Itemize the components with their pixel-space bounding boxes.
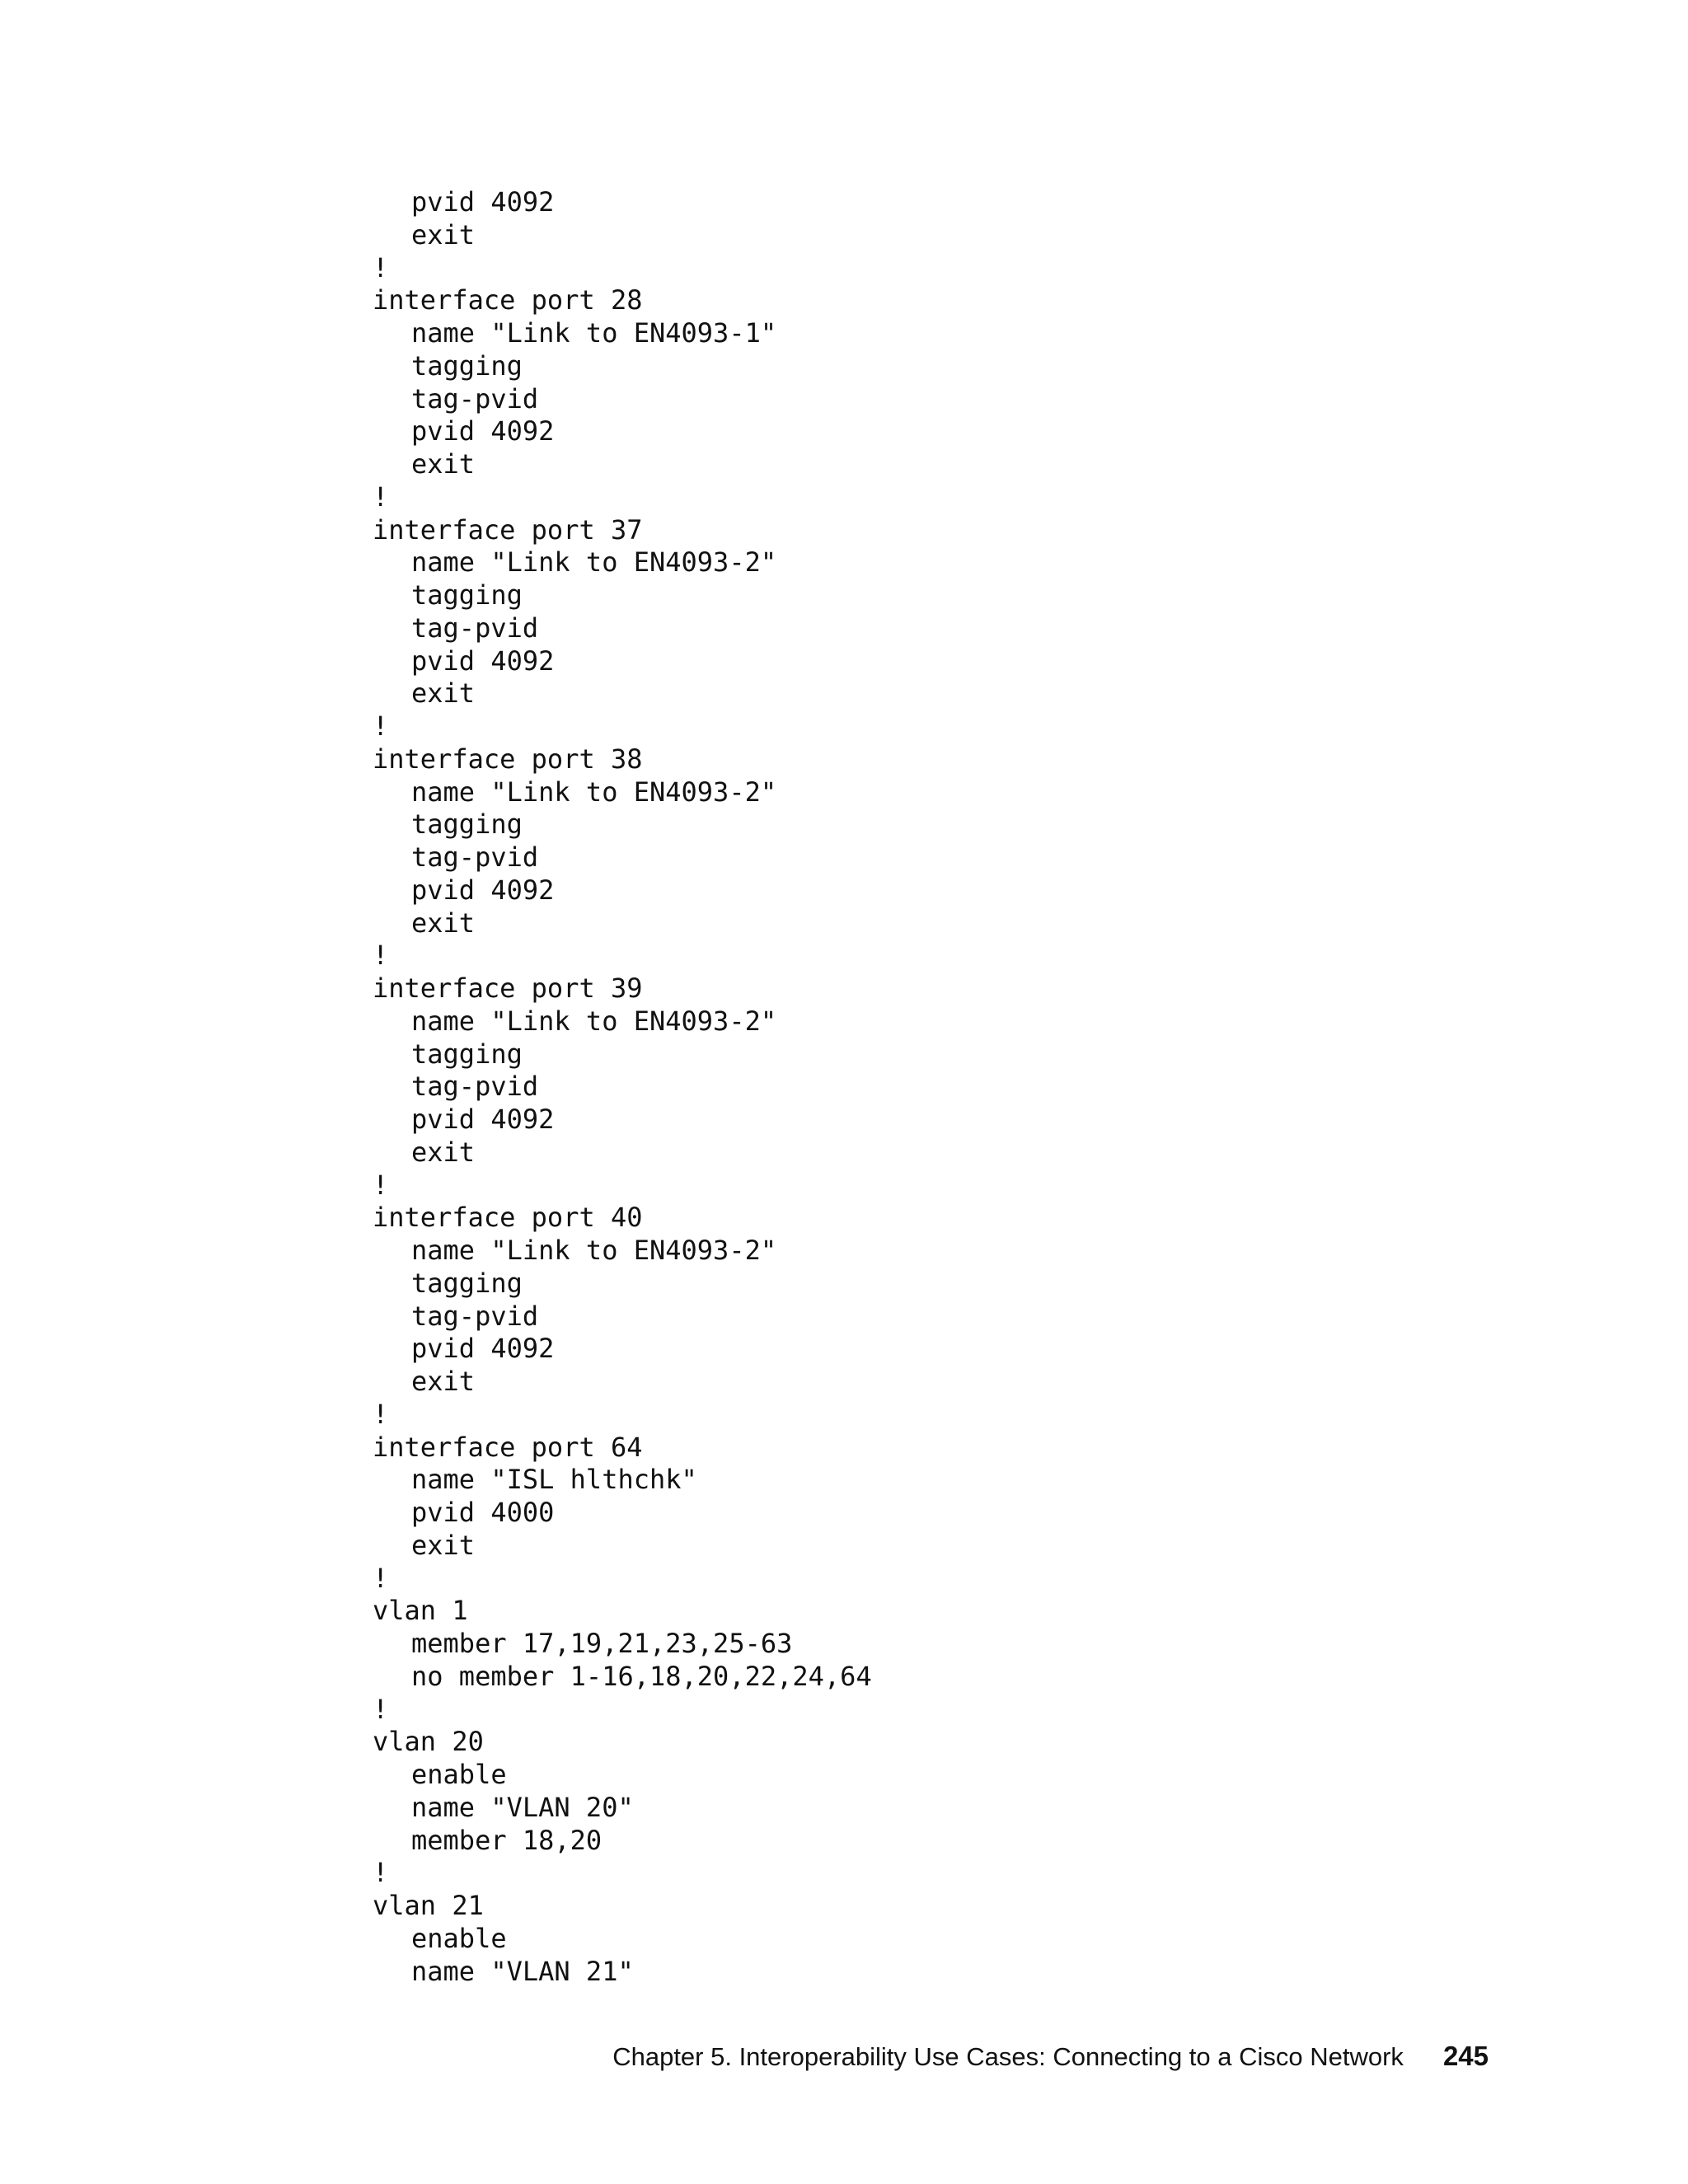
code-line: name "ISL hlthchk" xyxy=(411,1464,697,1496)
code-line: ! xyxy=(373,1398,389,1430)
code-line: name "Link to EN4093-2" xyxy=(411,776,777,808)
config-code-block xyxy=(373,186,872,1988)
code-line: pvid 4092 xyxy=(411,1104,555,1135)
code-line: exit xyxy=(411,218,476,251)
code-line: interface port 37 xyxy=(373,513,643,546)
code-line: vlan 21 xyxy=(373,1890,484,1921)
code-line: name "Link to EN4093-2" xyxy=(411,1235,777,1266)
code-line: name "VLAN 21" xyxy=(411,1955,634,1987)
code-line: pvid 4092 xyxy=(411,874,555,906)
code-line: name "VLAN 20" xyxy=(411,1791,634,1823)
code-line: tag-pvid xyxy=(411,382,539,415)
code-line: tag-pvid xyxy=(411,612,539,644)
code-line: tag-pvid xyxy=(411,1300,539,1332)
code-line: pvid 4092 xyxy=(411,1333,555,1365)
code-line: ! xyxy=(373,1857,389,1889)
page-footer xyxy=(0,2041,1489,2082)
footer-page-number: 245 xyxy=(1442,2041,1489,2071)
code-line: ! xyxy=(373,1169,389,1201)
code-line: pvid 4092 xyxy=(411,186,555,218)
code-line: exit xyxy=(411,677,476,710)
code-line: exit xyxy=(411,1529,476,1561)
code-line: interface port 39 xyxy=(373,972,643,1004)
code-line: tagging xyxy=(411,808,523,841)
code-line: interface port 28 xyxy=(373,284,643,316)
code-line: ! xyxy=(373,940,389,972)
code-line: member 18,20 xyxy=(411,1824,603,1856)
code-line: member 17,19,21,23,25-63 xyxy=(411,1628,793,1659)
code-line: tag-pvid xyxy=(411,1071,539,1103)
code-line: ! xyxy=(373,251,389,284)
code-line: tagging xyxy=(411,349,523,382)
code-line: tagging xyxy=(411,1267,523,1299)
code-line: tag-pvid xyxy=(411,841,539,873)
code-line: pvid 4092 xyxy=(411,644,555,677)
code-line: exit xyxy=(411,907,476,939)
code-line: tagging xyxy=(411,579,523,611)
code-line: pvid 4092 xyxy=(411,415,555,448)
code-line: vlan 20 xyxy=(373,1726,484,1758)
code-line: interface port 64 xyxy=(373,1431,643,1463)
code-line: vlan 1 xyxy=(373,1595,468,1627)
code-line: enable xyxy=(411,1922,507,1954)
code-line: pvid 4000 xyxy=(411,1497,555,1528)
code-line: interface port 40 xyxy=(373,1202,643,1234)
code-line: ! xyxy=(373,710,389,742)
code-line: name "Link to EN4093-1" xyxy=(411,317,777,349)
code-line: ! xyxy=(373,1562,389,1594)
code-line: exit xyxy=(411,448,476,480)
code-line: exit xyxy=(411,1136,476,1168)
code-line: exit xyxy=(411,1366,476,1397)
code-line: tagging xyxy=(411,1038,523,1070)
code-line: no member 1-16,18,20,22,24,64 xyxy=(411,1660,872,1692)
code-line: name "Link to EN4093-2" xyxy=(411,546,777,579)
code-line: enable xyxy=(411,1759,507,1790)
code-line: ! xyxy=(373,1693,389,1725)
code-line: ! xyxy=(373,480,389,513)
code-line: interface port 38 xyxy=(373,743,643,775)
footer-chapter-title: Chapter 5. Interoperability Use Cases: Connecting to a Cisco Network xyxy=(612,2042,1404,2071)
code-line: name "Link to EN4093-2" xyxy=(411,1005,777,1037)
